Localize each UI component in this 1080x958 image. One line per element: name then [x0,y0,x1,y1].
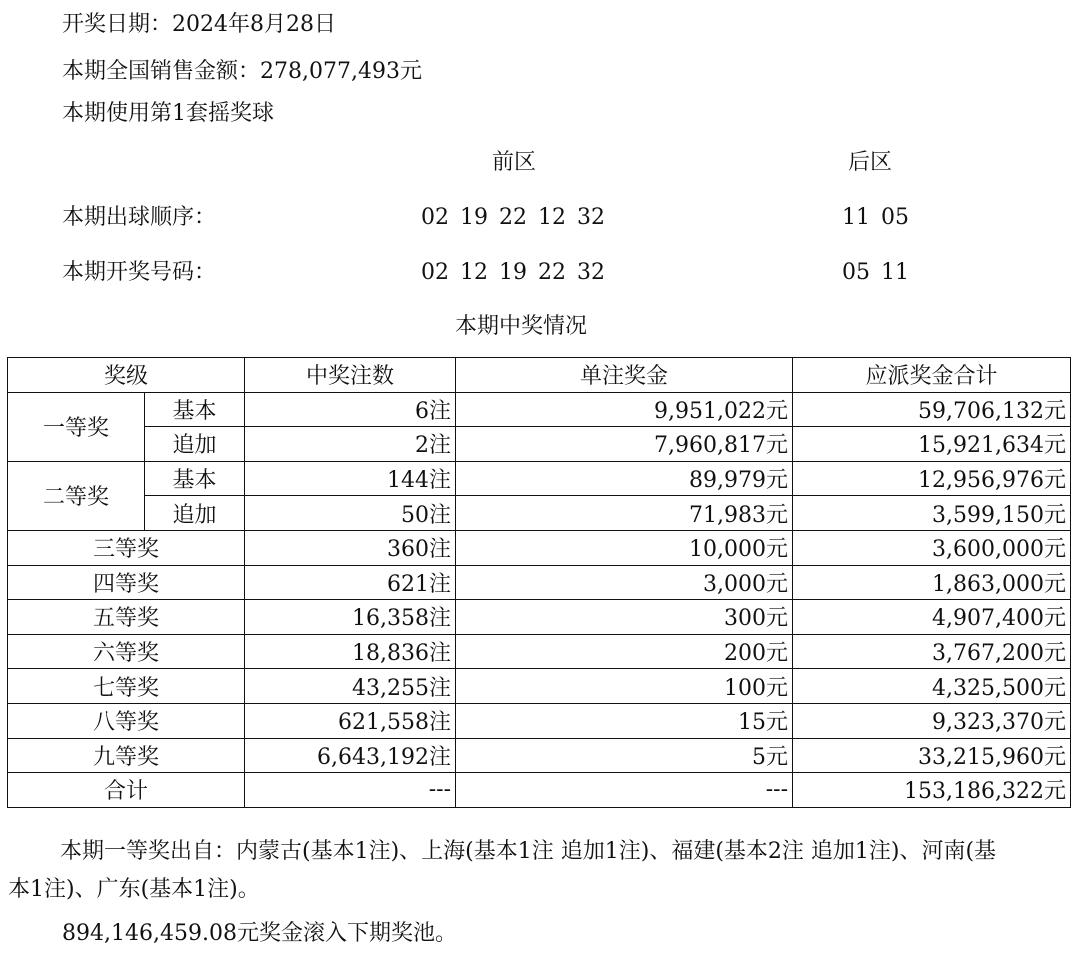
winner-count: 16,358注 [245,600,456,635]
table-title: 本期中奖情况 [455,314,588,339]
header-unit-prize: 单注奖金 [456,358,793,393]
total-prize: 12,956,976元 [793,461,1071,496]
front-zone-heading: 前区 [492,150,537,175]
table-row [8,738,1071,773]
prize-level: 七等奖 [8,669,245,704]
ball-number: 11 [881,260,909,285]
winning-numbers-label: 本期开奖号码： [62,260,217,285]
unit-prize: 300元 [456,600,793,635]
header-level: 奖级 [8,358,245,393]
winning-back-numbers [842,262,920,284]
total-prize: 33,215,960元 [793,738,1071,773]
unit-prize: 3,000元 [456,565,793,600]
ball-number: 11 [842,205,870,230]
prize-level: 八等奖 [8,703,245,738]
ball-number: 02 [421,260,449,285]
unit-prize: 10,000元 [456,530,793,565]
table-row [8,565,1071,600]
winning-front-numbers [421,262,616,284]
prize-level: 一等奖 [8,392,145,461]
winner-count: 360注 [245,530,456,565]
table-row [8,461,1071,496]
ball-number: 19 [460,205,488,230]
table-row [8,427,1071,462]
ball-number: 32 [577,205,605,230]
jackpot-rollover: 894,146,459.08元奖金滚入下期奖池。 [62,921,457,946]
table-row [8,600,1071,635]
winner-count: 6,643,192注 [245,738,456,773]
draw-date: 开奖日期：2024年8月28日 [62,12,336,37]
table-row [8,634,1071,669]
table-row [8,530,1071,565]
prize-level: 六等奖 [8,634,245,669]
unit-prize: 5元 [456,738,793,773]
winner-count: 50注 [245,496,456,531]
draw-order-label: 本期出球顺序： [62,205,217,230]
sum-total: 153,186,322元 [793,773,1071,808]
ball-number: 12 [460,260,488,285]
total-prize: 3,600,000元 [793,530,1071,565]
ball-number: 12 [538,205,566,230]
ball-number: 22 [538,260,566,285]
ball-number: 05 [881,205,909,230]
table-row [8,392,1071,427]
header-count: 中奖注数 [245,358,456,393]
bet-type: 基本 [145,392,245,427]
bet-type: 追加 [145,427,245,462]
sum-unit-prize: --- [456,773,793,808]
ball-number: 05 [842,260,870,285]
ball-number: 02 [421,205,449,230]
bet-type: 追加 [145,496,245,531]
ball-number: 22 [499,205,527,230]
winner-count: 43,255注 [245,669,456,704]
winner-count: 144注 [245,461,456,496]
prize-level: 三等奖 [8,530,245,565]
sum-label: 合计 [8,773,245,808]
table-row [8,703,1071,738]
total-prize: 4,325,500元 [793,669,1071,704]
unit-prize: 89,979元 [456,461,793,496]
table-row [8,496,1071,531]
total-prize: 59,706,132元 [793,392,1071,427]
draw-order-back-numbers [842,207,920,229]
ball-number: 32 [577,260,605,285]
total-prize: 1,863,000元 [793,565,1071,600]
winner-count: 2注 [245,427,456,462]
table-row [8,669,1071,704]
winner-count: 6注 [245,392,456,427]
total-prize: 9,323,370元 [793,703,1071,738]
total-prize: 3,599,150元 [793,496,1071,531]
table-header-row [8,358,1071,393]
back-zone-heading: 后区 [848,150,893,175]
table-sum-row [8,773,1071,808]
prize-table [7,357,1071,808]
draw-order-front-numbers [421,207,616,229]
national-sales: 本期全国销售金额：278,077,493元 [62,59,422,84]
total-prize: 4,907,400元 [793,600,1071,635]
header-total: 应派奖金合计 [793,358,1071,393]
prize-level: 四等奖 [8,565,245,600]
winner-count: 18,836注 [245,634,456,669]
unit-prize: 71,983元 [456,496,793,531]
ball-number: 19 [499,260,527,285]
total-prize: 15,921,634元 [793,427,1071,462]
first-prize-origin: 本期一等奖出自：内蒙古(基本1注)、上海(基本1注 追加1注)、福建(基本2注 追加1注)、河南(基本1注)、广东(基本1注)。 [8,839,997,902]
bet-type: 基本 [145,461,245,496]
unit-prize: 9,951,022元 [456,392,793,427]
unit-prize: 7,960,817元 [456,427,793,462]
prize-level: 二等奖 [8,461,145,530]
prize-level: 九等奖 [8,738,245,773]
winner-count: 621,558注 [245,703,456,738]
total-prize: 3,767,200元 [793,634,1071,669]
unit-prize: 100元 [456,669,793,704]
unit-prize: 15元 [456,703,793,738]
ball-set: 本期使用第1套摇奖球 [62,101,274,126]
winner-count: 621注 [245,565,456,600]
unit-prize: 200元 [456,634,793,669]
prize-level: 五等奖 [8,600,245,635]
sum-count: --- [245,773,456,808]
